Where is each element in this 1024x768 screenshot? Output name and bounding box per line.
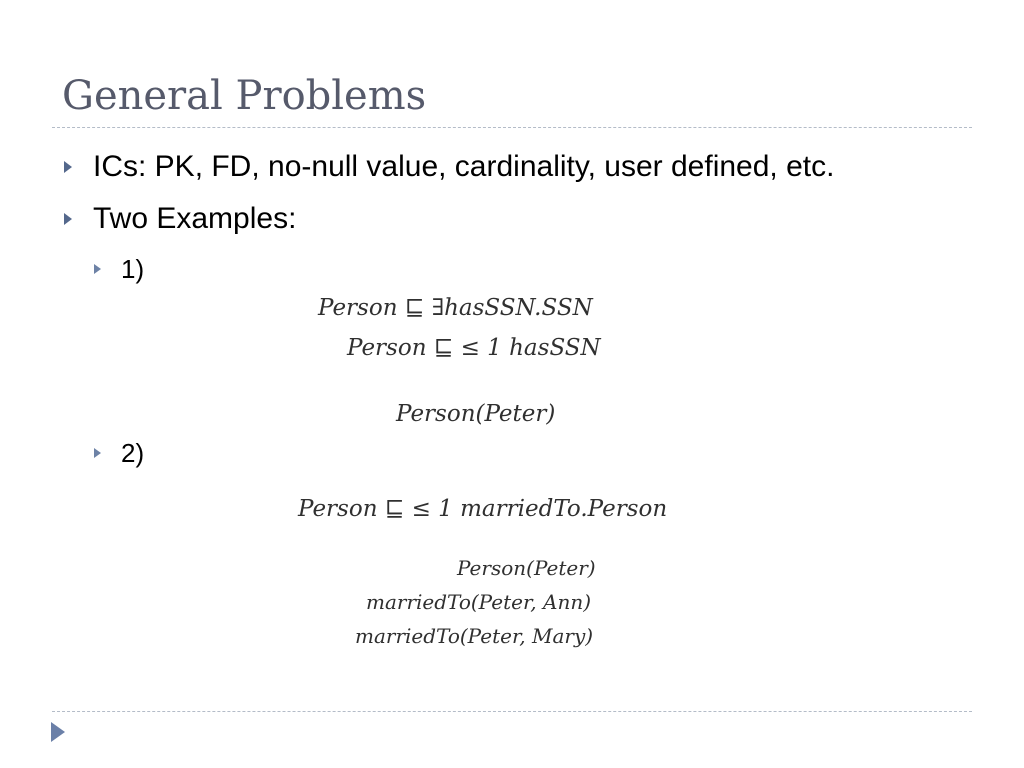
example2-assertion-married-mary: marriedTo(Peter, Mary): [355, 624, 594, 648]
triangle-bullet-icon: [94, 448, 101, 458]
sub-bullet-text: 2): [121, 437, 145, 468]
example2-axiom-married-to: Person ⊑ ≤ 1 marriedTo.Person: [298, 496, 668, 522]
triangle-bullet-icon: [94, 264, 101, 274]
sub-bullet-example-2: [94, 436, 144, 470]
slide-title: General Problems: [62, 73, 427, 119]
bullet-text: Two Examples:: [93, 202, 297, 235]
next-slide-arrow-icon[interactable]: [51, 722, 65, 742]
sub-bullet-text: 1): [121, 253, 145, 284]
bullet-item-ics: [64, 148, 834, 186]
example1-axiom-exists-ssn: Person ⊑ ∃hasSSN.SSN: [318, 295, 593, 321]
sub-bullet-example-1: [94, 252, 144, 286]
example1-axiom-max-one-ssn: Person ⊑ ≤ 1 hasSSN: [347, 335, 601, 361]
example2-assertion-married-ann: marriedTo(Peter, Ann): [366, 590, 592, 614]
bullet-text: ICs: PK, FD, no-null value, cardinality, user defined, etc.: [93, 150, 835, 183]
footer-divider: [52, 711, 972, 712]
example2-assertion-person-peter: Person(Peter): [457, 556, 596, 580]
bullet-item-two-examples: [64, 200, 296, 238]
triangle-bullet-icon: [64, 213, 72, 225]
example1-assertion-person-peter: Person(Peter): [396, 401, 556, 427]
title-divider: [52, 127, 972, 128]
triangle-bullet-icon: [64, 161, 72, 173]
